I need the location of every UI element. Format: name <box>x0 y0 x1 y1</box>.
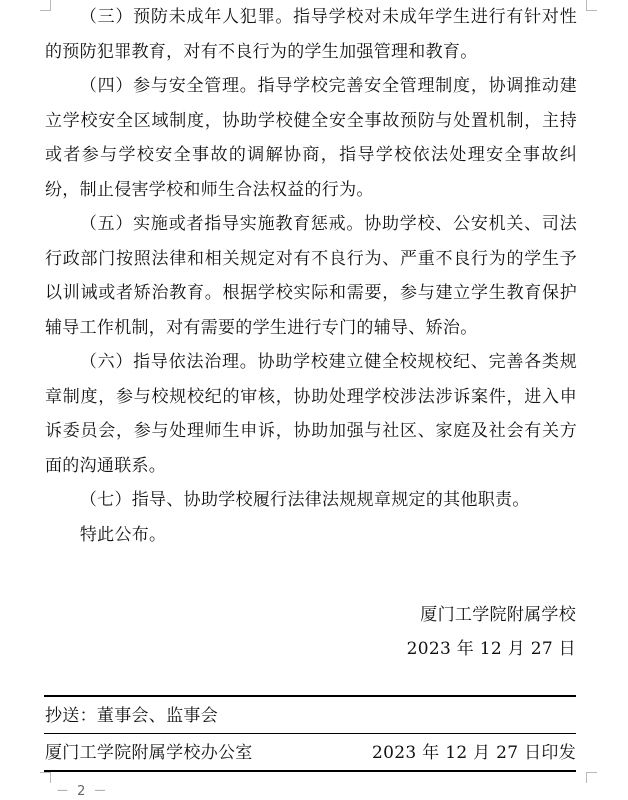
paragraph-legal-governance: （六）指导依法治理。协助学校建立健全校规校纪、完善各类规章制度，参与校规校纪的审核，协助处理学校涉法涉诉案件，进入申诉委员会，参与处理师生申诉，协助加强与社区、家庭及社会有关方面的沟通联系。 <box>45 352 577 476</box>
crop-mark-top-right <box>586 0 597 11</box>
issuing-office: 厦门工学院附属学校办公室 <box>45 743 253 763</box>
page-number: － 2 － <box>56 784 109 799</box>
paragraph-educational-discipline: （五）实施或者指导实施教育惩戒。协助学校、公安机关、司法行政部门按照法律和相关规定对有不良行为、严重不良行为的学生予以训诫或者矫治教育。根据学校实际和需要，参与建立学生教育保护辅导工作机制，对有需要的学生进行专门的辅导、矫治。 <box>45 214 577 338</box>
cc-line: 抄送：董事会、监事会 <box>45 706 218 726</box>
paragraph-announcement: 特此公布。 <box>79 524 167 545</box>
paragraph-safety-management: （四）参与安全管理。指导学校完善安全管理制度，协调推动建立学校安全区域制度，协助学校健全安全事故预防与处置机制，主持或者参与学校安全事故的调解协商，指导学校依法处理安全事故纠纷，制止侵害学校和师生合法权益的行为。 <box>45 76 577 200</box>
signature-organization: 厦门工学院附属学校 <box>420 605 576 625</box>
footer-top-rule <box>44 695 576 697</box>
paragraph-prevent-juvenile-crime: （三）预防未成年人犯罪。指导学校对未成年学生进行有针对性的预防犯罪教育，对有不良行为的学生加强管理和教育。 <box>45 7 577 62</box>
document-body <box>45 0 577 552</box>
footer-middle-rule <box>44 733 576 734</box>
footer-bottom-rule <box>44 770 576 772</box>
issue-date: 2023 年 12 月 27 日印发 <box>372 743 576 763</box>
crop-mark-bottom-right <box>586 772 597 783</box>
crop-mark-bottom-left <box>40 772 51 783</box>
signature-date: 2023 年 12 月 27 日 <box>406 639 576 659</box>
paragraph-other-duties: （七）指导、协助学校履行法律法规规章规定的其他职责。 <box>79 490 530 510</box>
